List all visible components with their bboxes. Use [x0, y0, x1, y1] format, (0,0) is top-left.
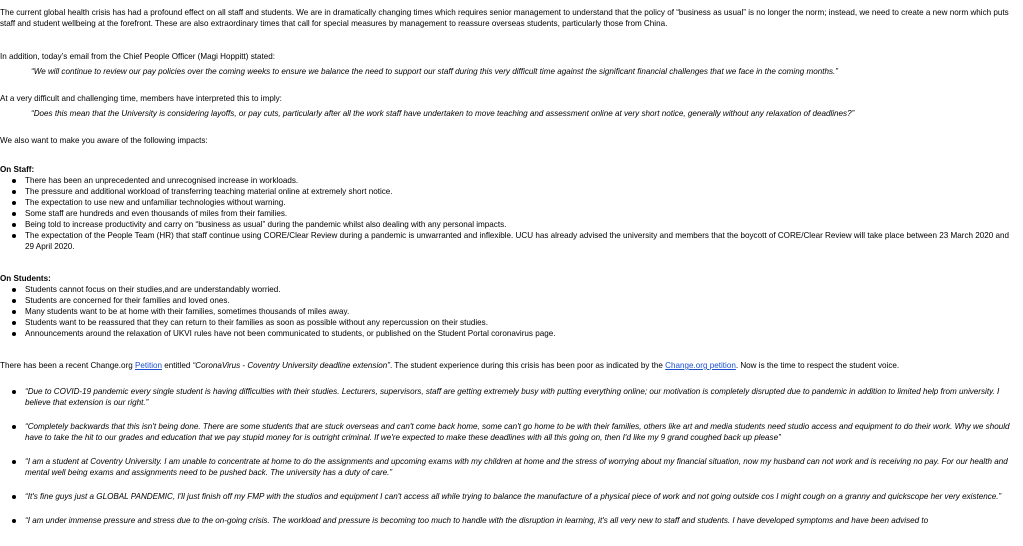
list-item: “I am under immense pressure and stress due to the on-going crisis. The workload and pressure is becoming too much to handle with the disruption in learning, it's all very new to staff and students. I have developed symptoms and have been advised to	[0, 515, 1015, 526]
bullet-icon	[12, 495, 16, 499]
list-item: Students are concerned for their families and loved ones.	[0, 295, 1018, 306]
bullet-icon	[12, 179, 16, 183]
list-item: There has been an unprecedented and unrecognised increase in workloads.	[0, 175, 1018, 186]
student-quotes-list	[0, 386, 1015, 539]
on-students-list	[0, 284, 1018, 339]
email-lead: In addition, today’s email from the Chief People Officer (Magi Hoppitt) stated:	[0, 52, 276, 61]
change-org-petition-link[interactable]: Change.org petition	[665, 361, 736, 370]
on-staff-heading: On Staff:	[0, 165, 35, 174]
list-item: Being told to increase productivity and carry on “business as usual” during the pandemic whilst also dealing with any personal impacts.	[0, 219, 1018, 230]
list-item: The expectation to use new and unfamiliar technologies without warning.	[0, 197, 1018, 208]
list-item: Students cannot focus on their studies,and are understandably worried.	[0, 284, 1018, 295]
bullet-icon	[12, 234, 16, 238]
bullet-icon	[12, 310, 16, 314]
bullet-icon	[12, 212, 16, 216]
list-item: “Due to COVID-19 pandemic every single student is having difficulties with their studies. Lecturers, supervisors, staff are getting extremely busy with putting everything online; our motivation is completely disrupted due to pandemic in addition to limited help from university. I believe that extension is our right.”	[0, 386, 1015, 408]
list-item: Some staff are hundreds and even thousands of miles from their families.	[0, 208, 1018, 219]
on-staff-list	[0, 175, 1018, 252]
list-item: Students want to be reassured that they can return to their families as soon as possible without any repercussion on their studies.	[0, 317, 1018, 328]
bullet-icon	[12, 288, 16, 292]
list-item: The pressure and additional workload of transferring teaching material online at extremely short notice.	[0, 186, 1018, 197]
list-item: Announcements around the relaxation of UKVI rules have not been communicated to students, or published on the Student Portal coronavirus page.	[0, 328, 1018, 339]
bullet-icon	[12, 519, 16, 523]
list-item: The expectation of the People Team (HR) that staff continue using CORE/Clear Review during a pandemic is unwarranted and inflexible. UCU has already advised the university and members that the boycott of CORE/Clear Review will take place between 23 March 2020 and 29 April 2020.	[0, 230, 1018, 252]
bullet-icon	[12, 190, 16, 194]
bullet-icon	[12, 425, 16, 429]
petition-paragraph: There has been a recent Change.org Petition entitled “CoronaVirus - Coventry University deadline extension”. The student experience during this crisis has been poor as indicated by the Change.org petition. Now is the time to respect the student voice.	[0, 361, 900, 370]
list-item: “I am a student at Coventry University. I am unable to concentrate at home to do the assignments and upcoming exams with my children at home and the stress of worrying about my financial situation, now my husband can not work and is receiving no pay. For our health and mental well being exams and assignments need to be pushed back. The university has a duty of care.”	[0, 456, 1015, 478]
on-students-heading: On Students:	[0, 274, 51, 283]
interpretation-quote: “Does this mean that the University is considering layoffs, or pay cuts, particularly after all the work staff have undertaken to move teaching and assessment online at very short notice, generally without any relaxation of deadlines?”	[31, 109, 855, 118]
bullet-icon	[12, 299, 16, 303]
bullet-icon	[12, 390, 16, 394]
bullet-icon	[12, 460, 16, 464]
bullet-icon	[12, 201, 16, 205]
petition-title: “CoronaVirus - Coventry University deadline extension”	[192, 361, 390, 370]
list-item: “It's fine guys just a GLOBAL PANDEMIC, I'll just finish off my FMP with the studios and equipment I can't access all while trying to balance the manufacture of a physical piece of work and not going outside cos I might cough on a granny and quickscope her very existence.”	[0, 491, 1015, 502]
petition-link[interactable]: Petition	[135, 361, 162, 370]
bullet-icon	[12, 223, 16, 227]
list-item: Many students want to be at home with their families, sometimes thousands of miles away.	[0, 306, 1018, 317]
interpretation-lead: At a very difficult and challenging time, members have interpreted this to imply:	[0, 94, 282, 103]
bullet-icon	[12, 332, 16, 336]
bullet-icon	[12, 321, 16, 325]
email-quote: “We will continue to review our pay policies over the coming weeks to ensure we balance the need to support our staff during this very difficult time against the significant financial challenges that we face in the coming months.”	[31, 67, 838, 76]
intro-paragraph: The current global health crisis has had a profound effect on all staff and students. We are in dramatically changing times which requires senior management to understand that the policy of “business as usual” is no longer the norm; instead, we need to create a new norm which puts staff and student wellbeing at the forefront. These are also extraordinary times that call for special measures by management to reassure overseas students, particularly those from China.	[0, 8, 1009, 28]
list-item: “Completely backwards that this isn't being done. There are some students that are stuck overseas and can't come back home, some can't go home to be with their families, others like art and media students need studio access and equipment to do their work. Why we should have to take the hit to our grades and education that we pay stupid money for is outright criminal. If we're expected to make these deadlines with all this going on, then I'd like my 9 grand coughed back up please”	[0, 421, 1015, 443]
impacts-intro: We also want to make you aware of the following impacts:	[0, 136, 208, 145]
